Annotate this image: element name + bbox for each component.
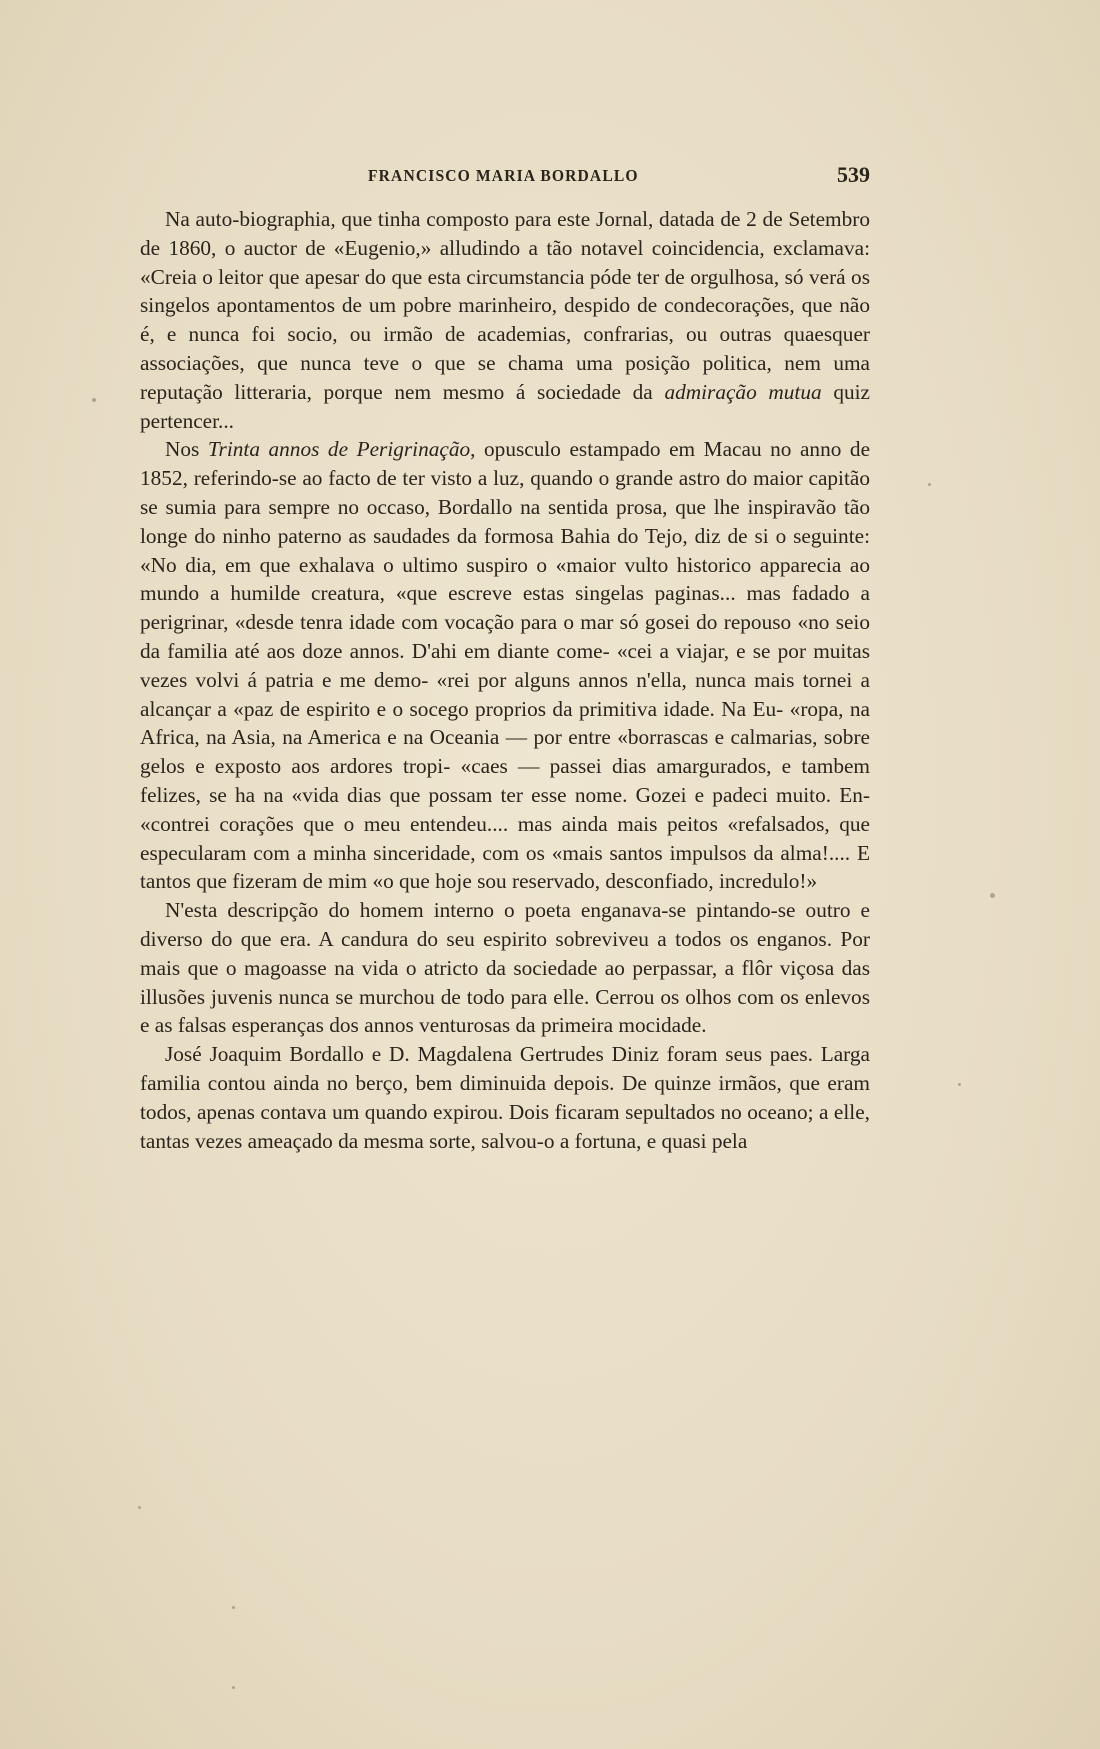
paragraph-text: , opusculo estampado em Macau no anno de 1852, referindo-se ao facto de ter visto a luz, quando o grande astro do maior capitão se sumia para sempre no occaso, Bordallo na sentida prosa, que lhe inspiravão tão longe do ninho paterno as saudades da formosa Bahia do Tejo, diz de si o seguinte: «No dia, em que exhalava o ultimo suspiro o «maior vulto historico apparecia ao mundo a humilde creatura, «que escreve estas singelas paginas... mas fadado a perigrinar, «desde tenra idade com vocação para o mar só gosei do repouso «no seio da familia até aos doze annos. D'ahi em diante come- «cei a viajar, e se por muitas vezes volvi á patria e me demo- «rei por alguns annos n'ella, nunca mais tornei a alcançar a «paz de espirito e o socego proprios da primitiva idade. Na Eu- «ropa, na Africa, na Asia, na America e na Oceania — por entre «borrascas e calmarias, sobre gelos e exposto aos ardores tropi- «caes — passei dias amargurados, e tambem felizes, se ha na «vida dias que possam ter esse nome. Gozei e padeci muito. En- «contrei corações que o meu entendeu.... mas ainda mais peitos «refalsados, que especularam com a minha sinceridade, com os «mais santos impulsos da alma!.... E tantos que fizeram de mim «o que hoje sou reservado, desconfiado, incredulo!» — [140, 437, 871, 894]
paragraph-text: N'esta descripção do homem interno o poeta enganava-se pintando-se outro e diverso do que era. A candura do seu espirito sobreviveu a todos os enganos. Por mais que o magoasse na vida o atricto da sociedade ao perpassar, a flôr viçosa das illusões juvenis nunca se murchou de todo para elle. Cerrou os olhos com os enlevos e as falsas esperanças dos annos venturosas da primeira mocidade. — [140, 898, 870, 1038]
italic-title: Trinta annos de Perigrinação — [207, 437, 471, 462]
paragraph-text: José Joaquim Bordallo e D. Magdalena Gertrudes Diniz foram seus paes. Larga familia contou ainda no berço, bem diminuida depois. De quinze irmãos, que eram todos, apenas contava um quando expirou. Dois ficaram sepultados no oceano; a elle, tantas vezes ameaçado da mesma sorte, salvou-o a fortuna, e quasi pela — [140, 1042, 870, 1153]
paragraph-2 — [140, 435, 870, 896]
body-text — [140, 205, 870, 1155]
running-head: FRANCISCO MARIA BORDALLO — [368, 166, 639, 185]
paragraph-text: Nos — [165, 437, 208, 462]
paragraph-3 — [140, 896, 870, 1040]
page-header — [140, 162, 870, 192]
italic-phrase: admiração mutua — [664, 379, 822, 404]
paragraph-4 — [140, 1040, 870, 1155]
page-number: 539 — [837, 162, 870, 187]
paragraph-text: quiz pertencer... — [140, 379, 870, 433]
paragraph-1 — [140, 205, 870, 435]
paragraph-text: Na auto-biographia, que tinha composto para este Jornal, datada de 2 de Setembro de 1860, o auctor de «Eugenio,» alludindo a tão notavel coincidencia, exclamava: «Creia o leitor que apesar do que esta circumstancia póde ter de orgulhosa, só verá os singelos apontamentos de um pobre marinheiro, despido de condecorações, que não é, e nunca foi socio, ou irmão de academias, confrarias, ou outras quaesquer associações, que nunca teve o que se chama uma posição politica, nem uma reputação litteraria, porque nem mesmo á sociedade da — [140, 207, 870, 404]
